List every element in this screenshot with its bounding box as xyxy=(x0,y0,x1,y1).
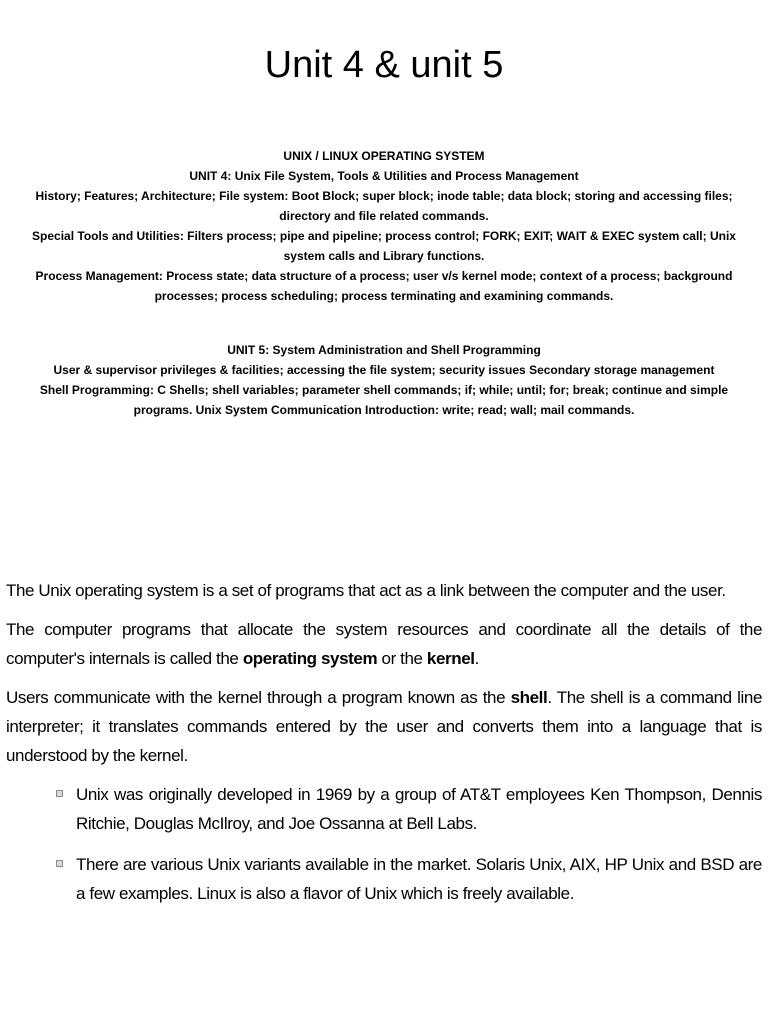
shell-text-end: . The shell is a command line interpreter; it translates commands entered by the user and converts them into a language that is understood by the kernel. xyxy=(6,688,763,765)
syllabus-heading: UNIX / LINUX OPERATING SYSTEM xyxy=(283,149,485,163)
square-bullet-icon xyxy=(56,790,63,797)
unit4-topics-process: Process Management: Process state; data structure of a process; user v/s kernel mode; context of a process; background processes; process scheduling; process terminating and examining commands. xyxy=(35,269,733,303)
unit4-heading: UNIT 4: Unix File System, Tools & Utilities and Process Management xyxy=(189,169,579,183)
unit5-heading: UNIT 5: System Administration and Shell Programming xyxy=(227,343,541,357)
term-shell: shell xyxy=(510,688,548,707)
unit5-topics-admin: User & supervisor privileges & facilities; accessing the file system; security issues Secondary storage management xyxy=(53,363,715,377)
square-bullet-icon xyxy=(56,860,63,867)
list-item-text: There are various Unix variants available in the market. Solaris Unix, AIX, HP Unix and BSD are a few examples. Linux is also a flavor of Unix which is freely available. xyxy=(76,855,762,903)
page-title: Unit 4 & unit 5 xyxy=(264,44,504,86)
kernel-text-start: The computer programs that allocate the system resources and coordinate all the details of the computer's internals is called the xyxy=(6,620,762,668)
syllabus-block xyxy=(30,146,738,420)
list-item xyxy=(6,850,762,908)
intro-paragraph: The Unix operating system is a set of programs that act as a link between the computer and the user. xyxy=(6,581,726,600)
kernel-text-end: . xyxy=(474,649,479,668)
unit4-topics-file-system: History; Features; Architecture; File system: Boot Block; super block; inode table; data block; storing and accessing files; directory and file related commands. xyxy=(35,189,733,223)
list-item-text: Unix was originally developed in 1969 by a group of AT&T employees Ken Thompson, Dennis Ritchie, Douglas McIlroy, and Joe Ossanna at Bell Labs. xyxy=(76,785,762,833)
section-gap xyxy=(30,306,738,340)
shell-text-start: Users communicate with the kernel through a program known as the xyxy=(6,688,511,707)
notes-block xyxy=(6,576,762,920)
list-item xyxy=(6,780,762,838)
term-kernel: kernel xyxy=(426,649,475,668)
shell-paragraph xyxy=(6,683,762,770)
fact-list xyxy=(6,780,762,908)
unit5-topics-shell: Shell Programming: C Shells; shell variables; parameter shell commands; if; while; until; for; break; continue and simple programs. Unix System Communication Introduction: write; read; wall; mail commands. xyxy=(39,383,729,417)
kernel-paragraph xyxy=(6,615,762,673)
term-operating-system: operating system xyxy=(242,649,378,668)
kernel-text-mid: or the xyxy=(377,649,427,668)
unit4-topics-tools: Special Tools and Utilities: Filters process; pipe and pipeline; process control; FORK; EXIT; WAIT & EXEC system call; Unix system calls and Library functions. xyxy=(32,229,736,263)
